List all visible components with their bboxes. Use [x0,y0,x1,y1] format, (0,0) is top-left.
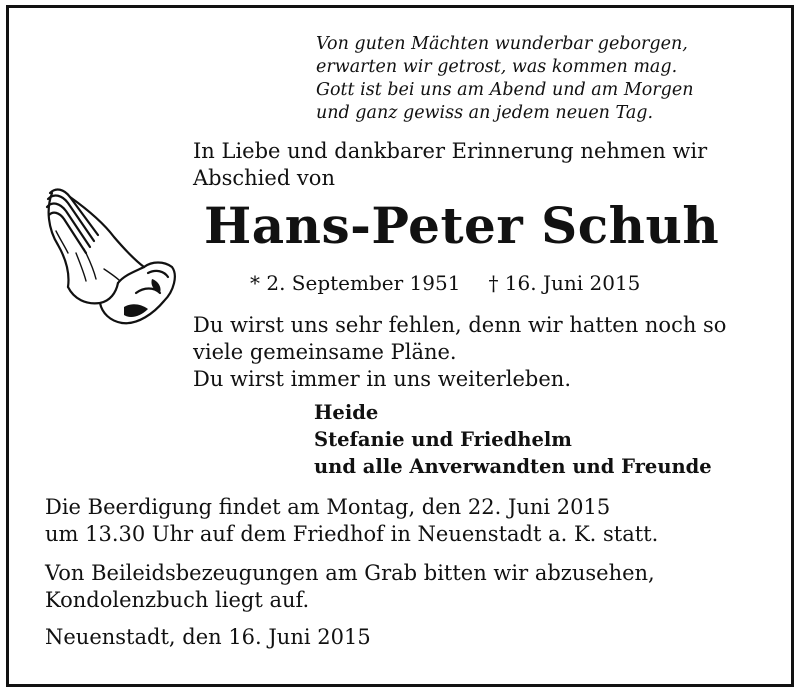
place-and-date: Neuenstadt, den 16. Juni 2015 [45,625,371,649]
life-dates [250,270,640,296]
poem-verse [316,33,694,125]
poem-line: und ganz gewiss an jedem neuen Tag. [316,103,654,123]
condolence-line: Kondolenzbuch liegt auf. [45,588,310,612]
mourner-name: und alle Anverwandten und Freunde [314,455,712,478]
message-line: Du wirst uns sehr fehlen, denn wir hatten noch so [193,313,727,337]
message-line: viele gemeinsame Pläne. [193,340,457,364]
mourner-name: Heide [314,401,379,424]
funeral-line: Die Beerdigung findet am Montag, den 22. Juni 2015 [45,495,611,519]
funeral-line: um 13.30 Uhr auf dem Friedhof in Neuenstadt a. K. statt. [45,522,659,546]
poem-line: erwarten wir getrost, was kommen mag. [316,57,678,77]
condolence-line: Von Beileidsbezeugungen am Grab bitten wir abzusehen, [45,561,655,585]
funeral-info [45,494,658,548]
mourners-list [314,399,712,480]
farewell-message [193,312,726,393]
praying-hands-icon [40,183,180,331]
intro-line: Abschied von [193,166,335,190]
mourner-name: Stefanie und Friedhelm [314,428,572,451]
intro-text [193,138,707,192]
deceased-name: Hans-Peter Schuh [204,196,720,255]
message-line: Du wirst immer in uns weiterleben. [193,367,571,391]
intro-line: In Liebe und dankbarer Erinnerung nehmen wir [193,139,708,163]
poem-line: Von guten Mächten wunderbar geborgen, [316,34,688,54]
poem-line: Gott ist bei uns am Abend und am Morgen [316,80,694,100]
condolence-note [45,560,655,614]
birth-date: * 2. September 1951 [250,271,461,295]
death-date: † 16. Juni 2015 [488,271,641,295]
